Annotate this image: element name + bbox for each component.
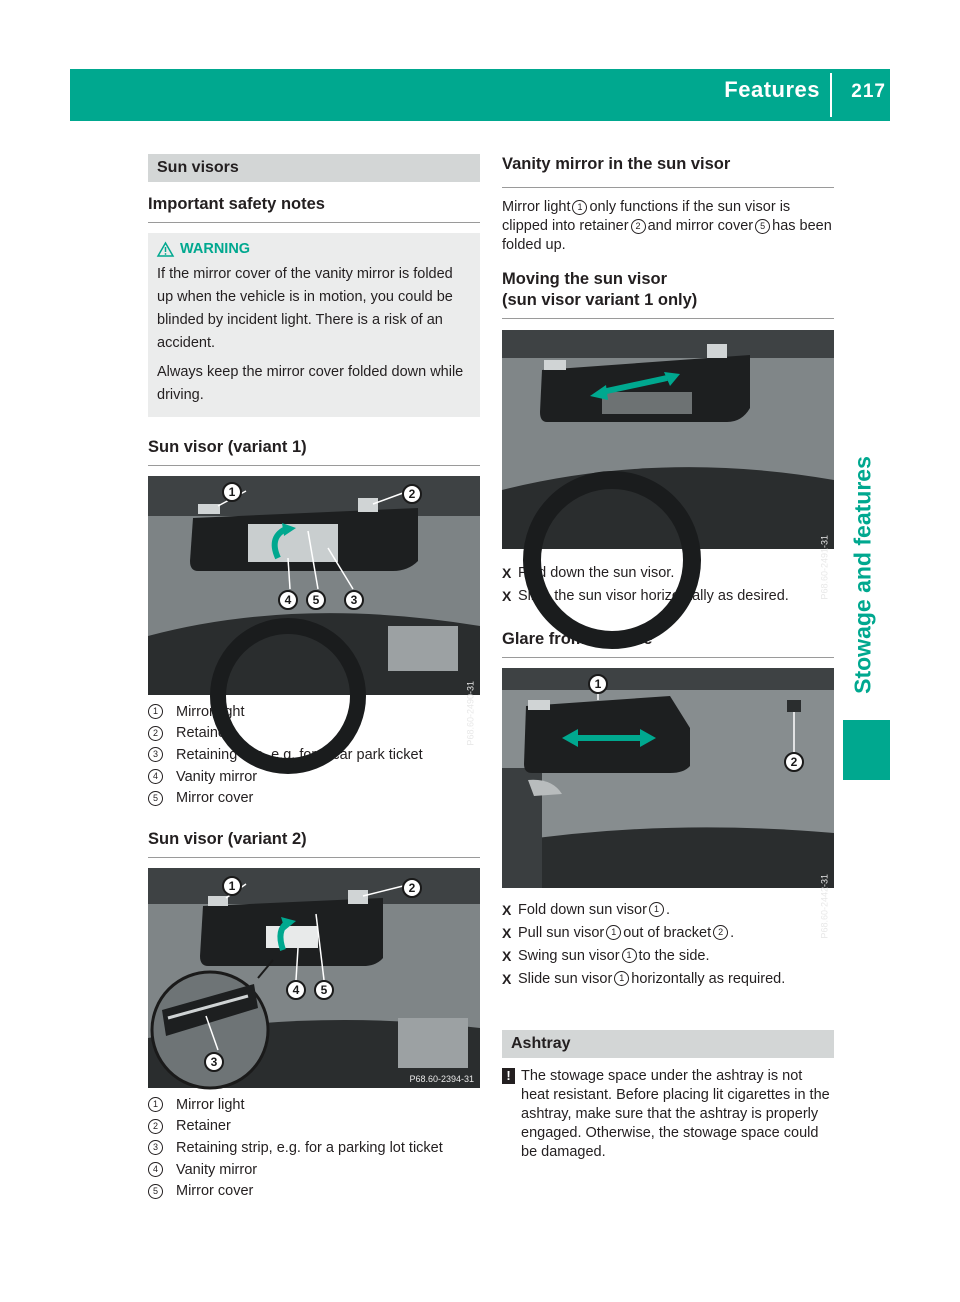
step-text: Pull sun visor: [518, 924, 605, 941]
number-3-icon: 3: [148, 747, 163, 762]
callout-2: 2: [402, 484, 422, 504]
heading-moving-sun-visor: [502, 269, 834, 319]
legend-item: [148, 1094, 480, 1116]
step-text: Slide sun visor: [518, 970, 613, 987]
step-x-icon: X: [502, 924, 512, 941]
exclamation-icon: !: [502, 1068, 515, 1084]
number-1-icon: 1: [649, 902, 664, 917]
callout-4: 4: [286, 980, 306, 1000]
number-1-icon: 1: [606, 925, 621, 940]
step-text: out of bracket: [623, 924, 712, 941]
legend-label: Retainer: [176, 725, 231, 742]
step-x-icon: X: [502, 947, 512, 964]
legend-label: Vanity mirror: [176, 1161, 258, 1178]
callout-5: 5: [314, 980, 334, 1000]
steps-glare: [502, 898, 834, 990]
number-5-icon: 5: [148, 791, 163, 806]
callout-1: 1: [222, 482, 242, 502]
step-item: [502, 944, 834, 967]
step-item: [502, 898, 834, 921]
step-text: Fold down the sun visor.: [518, 564, 675, 581]
step-item: [502, 967, 834, 990]
side-tab-label: Stowage and features: [849, 456, 876, 694]
page-number: 217: [851, 81, 886, 102]
legend-item: [148, 1137, 480, 1159]
number-4-icon: 4: [148, 1162, 163, 1177]
figure-sun-visor-variant-2: [148, 868, 480, 1088]
number-5-icon: 5: [755, 219, 770, 234]
step-x-icon: X: [502, 587, 512, 604]
warning-instruction: Always keep the mirror cover folded down while driving.: [157, 364, 464, 403]
step-x-icon: X: [502, 564, 512, 581]
callout-5: 5: [306, 590, 326, 610]
step-x-icon: X: [502, 970, 512, 987]
legend-variant-2: [148, 1094, 480, 1202]
ashtray-note-text: The stowage space under the ashtray is not heat resistant. Before placing lit cigarettes in the ashtray, make sure that the ashtray is properly engaged. Otherwise, the stowage space could be damaged.: [521, 1068, 830, 1160]
heading-safety-notes: Important safety notes: [148, 194, 480, 223]
number-2-icon: 2: [148, 726, 163, 741]
vanity-paragraph: [502, 198, 834, 255]
figure-code: P68.60-2442-31: [820, 874, 830, 939]
heading-glare: Glare from the side: [502, 629, 834, 658]
section-sun-visors: Sun visors: [148, 154, 480, 182]
step-text: Fold down sun visor: [518, 901, 647, 918]
header-divider: [830, 73, 832, 117]
step-text: horizontally as required.: [631, 970, 786, 987]
heading-vanity-mirror: Vanity mirror in the sun visor: [502, 154, 834, 188]
legend-label: Retaining clip, e.g. for a car park ticket: [176, 746, 423, 763]
warning-header: [157, 241, 472, 257]
legend-label: Mirror cover: [176, 790, 254, 807]
side-tab-marker: [843, 720, 890, 780]
figure-code: P68.60-2491-31: [820, 535, 830, 600]
number-2-icon: 2: [148, 1119, 163, 1134]
sun-visor-illustration: [148, 868, 480, 1088]
heading-line: Moving the sun visor: [502, 270, 668, 288]
side-tab: [843, 450, 883, 700]
callout-4: 4: [278, 590, 298, 610]
number-2-icon: 2: [631, 219, 646, 234]
warning-triangle-icon: [157, 242, 174, 257]
step-item: [502, 921, 834, 944]
page-header: [70, 69, 890, 121]
text: has been folded up.: [502, 218, 832, 253]
warning-box: [148, 233, 480, 417]
callout-2: 2: [402, 878, 422, 898]
step-text: to the side.: [638, 947, 710, 964]
callout-3: 3: [204, 1052, 224, 1072]
step-item: [502, 561, 834, 584]
legend-item: [148, 1116, 480, 1138]
legend-label: Mirror cover: [176, 1183, 254, 1200]
number-1-icon: 1: [148, 704, 163, 719]
legend-item: [148, 1159, 480, 1181]
section-ashtray: Ashtray: [502, 1030, 834, 1058]
chapter-title: Features: [724, 77, 820, 102]
number-5-icon: 5: [148, 1184, 163, 1199]
number-3-icon: 3: [148, 1140, 163, 1155]
legend-label: Vanity mirror: [176, 768, 258, 785]
step-x-icon: X: [502, 901, 512, 918]
heading-variant-2: Sun visor (variant 2): [148, 829, 480, 858]
heading-line: (sun visor variant 1 only): [502, 291, 698, 309]
legend-item: [148, 1180, 480, 1202]
legend-item: [148, 701, 480, 723]
left-column: [148, 150, 480, 1202]
heading-variant-1: Sun visor (variant 1): [148, 437, 480, 466]
warning-text: If the mirror cover of the vanity mirror is folded up when the vehicle is in motion, you could be blinded by incident light. There is a risk of an accident.: [157, 266, 453, 351]
step-text: Swing sun visor: [518, 947, 620, 964]
step-text: Slide the sun visor horizontally as desired.: [518, 587, 789, 604]
callout-1: 1: [222, 876, 242, 896]
legend-label: Retainer: [176, 1118, 231, 1135]
figure-code: P68.60-2490-31: [466, 681, 476, 746]
warning-label: WARNING: [180, 241, 251, 257]
step-text: .: [730, 924, 735, 941]
sun-visor-illustration: [148, 476, 480, 695]
callout-2: 2: [784, 752, 804, 772]
legend-label: Mirror light: [176, 703, 245, 720]
ashtray-note: [502, 1067, 834, 1162]
legend-label: Retaining strip, e.g. for a parking lot ticket: [176, 1139, 443, 1156]
text: and mirror cover: [647, 218, 754, 234]
sun-visor-illustration: [502, 330, 834, 549]
legend-item: [148, 787, 480, 809]
number-1-icon: 1: [622, 948, 637, 963]
sun-visor-illustration: [502, 668, 834, 888]
number-4-icon: 4: [148, 769, 163, 784]
number-1-icon: 1: [148, 1097, 163, 1112]
right-column: [502, 150, 834, 1162]
callout-3: 3: [344, 590, 364, 610]
figure-code: P68.60-2394-31: [409, 1073, 474, 1084]
legend-item: [148, 723, 480, 745]
legend-label: Mirror light: [176, 1096, 245, 1113]
number-2-icon: 2: [713, 925, 728, 940]
number-1-icon: 1: [614, 971, 629, 986]
text: only functions if the sun visor is clipped into retainer: [502, 199, 791, 234]
callout-1: 1: [588, 674, 608, 694]
text: Mirror light: [502, 199, 571, 215]
step-text: .: [665, 901, 670, 918]
number-1-icon: 1: [572, 200, 587, 215]
